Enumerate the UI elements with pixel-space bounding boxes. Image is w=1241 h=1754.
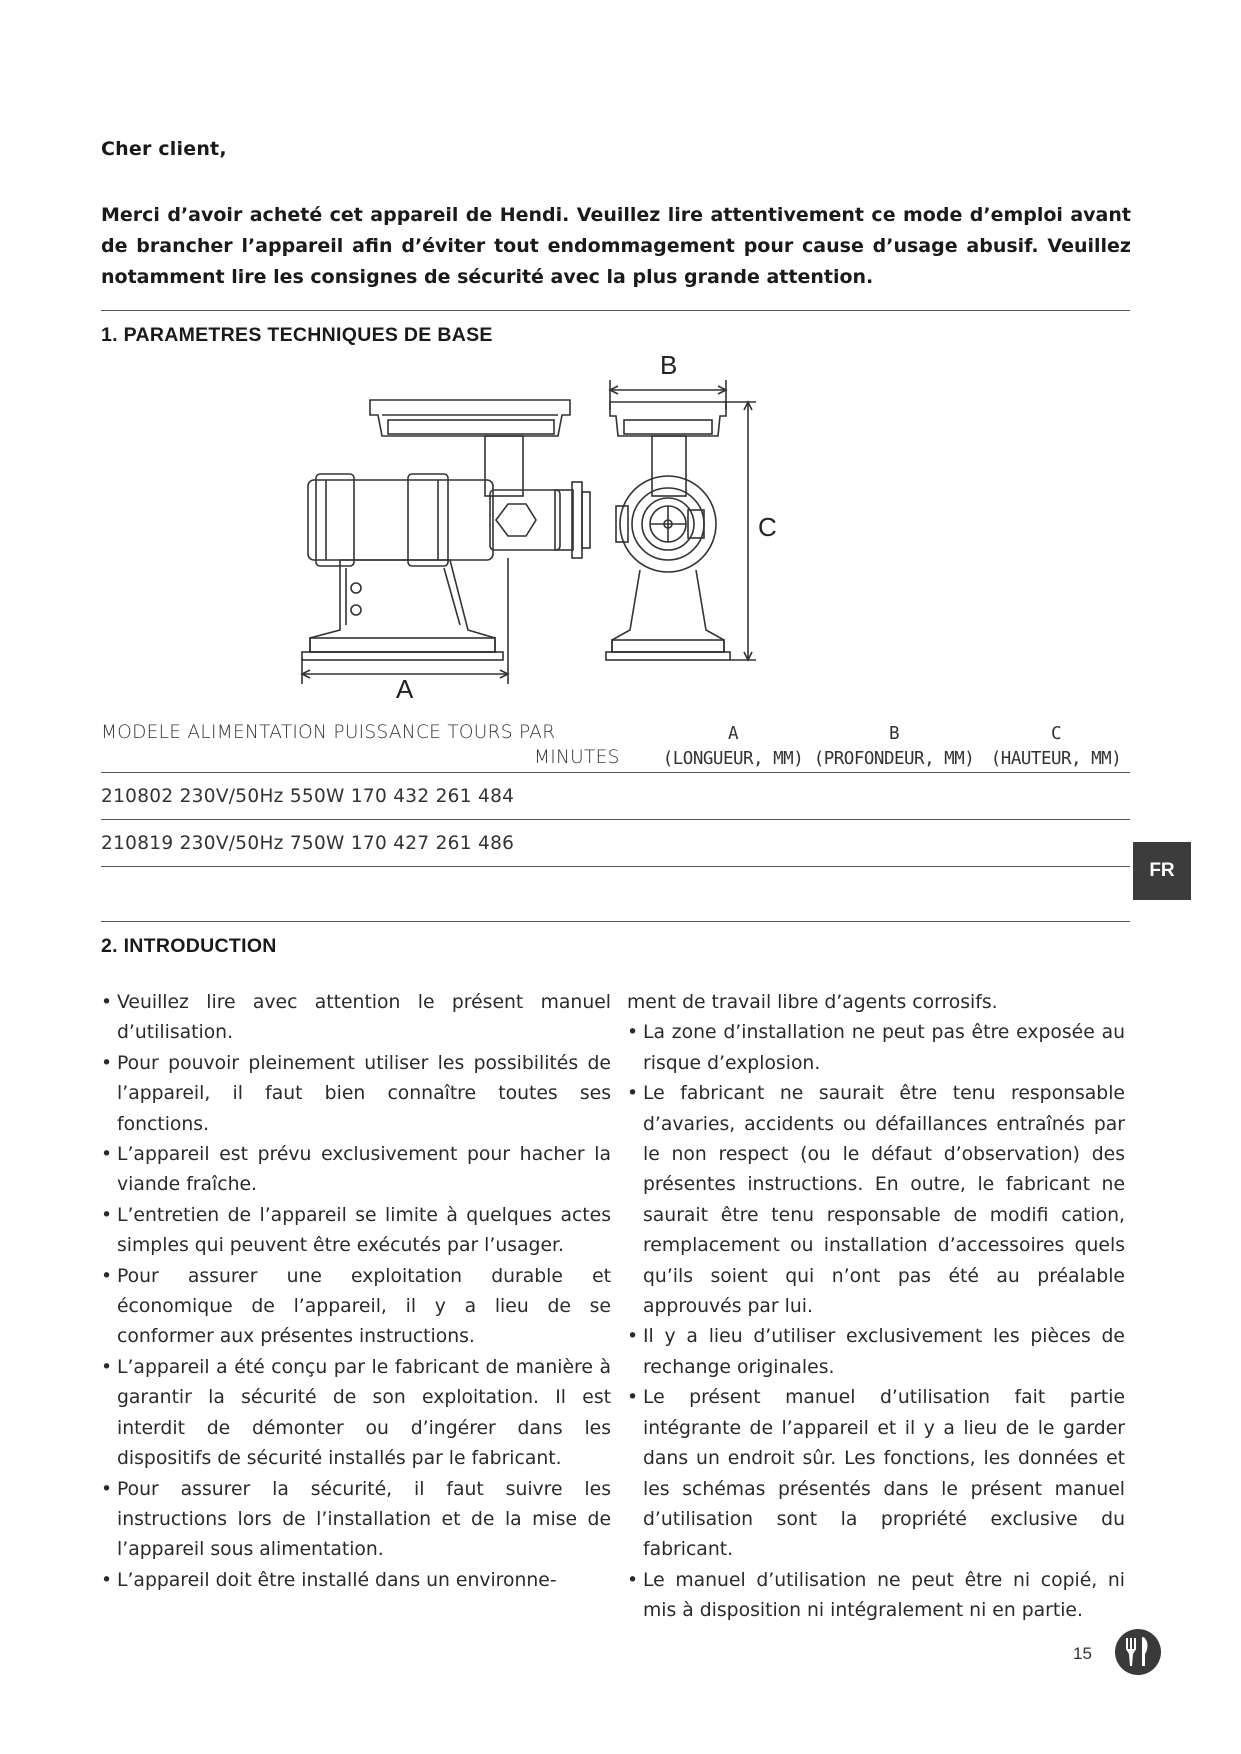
dim-label-b: B [660,350,678,380]
table-row: 210802 230V/50Hz 550W 170 432 261 484 [101,786,515,807]
bullet: • [101,1569,113,1591]
list-item-continuation: ment de travail libre d’agents corrosifs. [627,992,998,1013]
divider [101,921,1130,922]
dim-label-c: C [758,512,777,542]
list-item-text: Veuillez lire avec attention le présent manuel d’utilisation. [117,992,611,1044]
page-number: 15 [1073,1644,1092,1663]
list-item-text: L’entretien de l’appareil se limite à quelques actes simples qui peuvent être exécutés par l’usager. [117,1204,611,1257]
section-title-technical: 1. PARAMETRES TECHNIQUES DE BASE [101,324,493,346]
list-item-text: Pour assurer la sécurité, il faut suivre les instructions lors de l’installation et de la mise de l’appareil sous alimentation. [117,1478,611,1561]
header-col-c-sub: (HAUTEUR, MM) [990,749,1122,769]
list-item-text: L’appareil est prévu exclusivement pour hacher la viande fraîche. [117,1144,611,1196]
intro-column-right [627,988,1125,1627]
header-col-a-letter: A [727,724,739,744]
header-col-b [806,722,982,772]
bullet: • [627,1569,639,1591]
language-tab: FR [1133,842,1191,900]
list-item [101,1201,611,1262]
list-item [101,988,611,1049]
list-item [101,1353,611,1475]
list-item [101,1475,611,1566]
header-left-columns: MODELE ALIMENTATION PUISSANCE TOURS PAR [101,722,556,743]
list-item-text: Il y a lieu d’utiliser exclusivement les pièces de rechange originales. [643,1326,1125,1378]
header-col-b-letter: B [888,724,900,744]
list-item-text: Pour assurer une exploitation durable et économique de l’appareil, il y a lieu de se conformer aux présentes instructions. [117,1265,611,1348]
bullet: • [627,1022,639,1044]
list-item-text: Le présent manuel d’utilisation fait partie intégrante de l’appareil et il y a lieu de le garder dans un endroit sûr. Les fonctions, les données et les schémas présentés dans le présent manuel d’utilisation sont la propriété exclusive du fabricant. [643,1387,1125,1561]
header-col-c [981,722,1131,772]
list-item-text: Pour pouvoir pleinement utiliser les possibilités de l’appareil, il faut bien connaître toutes ses fonctions. [117,1052,611,1135]
header-col-c-letter: C [1050,724,1062,744]
list-item-text: La zone d’installation ne peut pas être exposée au risque d’explosion. [643,1022,1125,1074]
list-item-text: Le manuel d’utilisation ne peut être ni copié, ni mis à disposition ni intégralement ni en partie. [643,1569,1125,1622]
list-item [627,1079,1125,1322]
greeting: Cher client, [101,138,227,160]
intro-column-left [101,988,611,1596]
list-item [101,1262,611,1353]
bullet: • [101,1204,113,1226]
meat-grinder-drawing [300,340,980,700]
bullet: • [101,1052,113,1074]
intro-paragraph: Merci d’avoir acheté cet appareil de Hendi. Veuillez lire attentivement ce mode d’emploi avant de brancher l’appareil afin d’éviter tout endommagement pour cause d’usage abusif. Veuillez notamment lire les consignes de sécurité avec la plus grande attention. [101,204,1131,288]
dim-label-a: A [396,674,414,700]
list-item-text: Le fabricant ne saurait être tenu responsable d’avaries, accidents ou défaillances entraînés par le non respect (ou le défaut d’observation) des présentes instructions. En outre, le fabricant ne saurait être tenu responsable de modifi cation, remplacement ou installation d’accessoires quels qu’ils soient qui n’ont pas été au préalable approuvés par lui. [643,1083,1125,1318]
header-col-b-sub: (PROFONDEUR, MM) [813,749,975,769]
bullet: • [627,1083,639,1105]
list-item [627,1566,1125,1627]
cutlery-logo-icon [1114,1628,1162,1676]
list-item [101,1049,611,1140]
bullet: • [101,1356,113,1378]
bullet: • [101,1265,113,1287]
divider [101,310,1130,311]
list-item [627,1383,1125,1565]
list-item [101,1566,611,1596]
bullet: • [101,992,113,1013]
bullet: • [627,1326,639,1348]
header-col-a-sub: (LONGUEUR, MM) [662,749,804,769]
list-item-text: L’appareil a été conçu par le fabricant de manière à garantir la sécurité de son exploitation. Il est interdit de démonter ou d’ingérer dans les dispositifs de sécurité installés par le fabricant. [117,1356,611,1470]
table-divider [101,866,1130,867]
spec-table-header [101,722,1130,770]
bullet: • [101,1144,113,1166]
header-minutes: MINUTES [534,747,620,768]
list-item [627,1322,1125,1383]
table-divider [101,819,1130,820]
bullet: • [101,1478,113,1500]
table-row: 210819 230V/50Hz 750W 170 427 261 486 [101,833,515,854]
list-item-text: L’appareil doit être installé dans un environne- [117,1569,557,1591]
header-col-a [659,722,807,772]
list-item [101,1140,611,1201]
table-divider [101,772,1130,773]
bullet: • [627,1387,639,1409]
section-title-introduction: 2. INTRODUCTION [101,935,277,957]
list-item [627,1018,1125,1079]
